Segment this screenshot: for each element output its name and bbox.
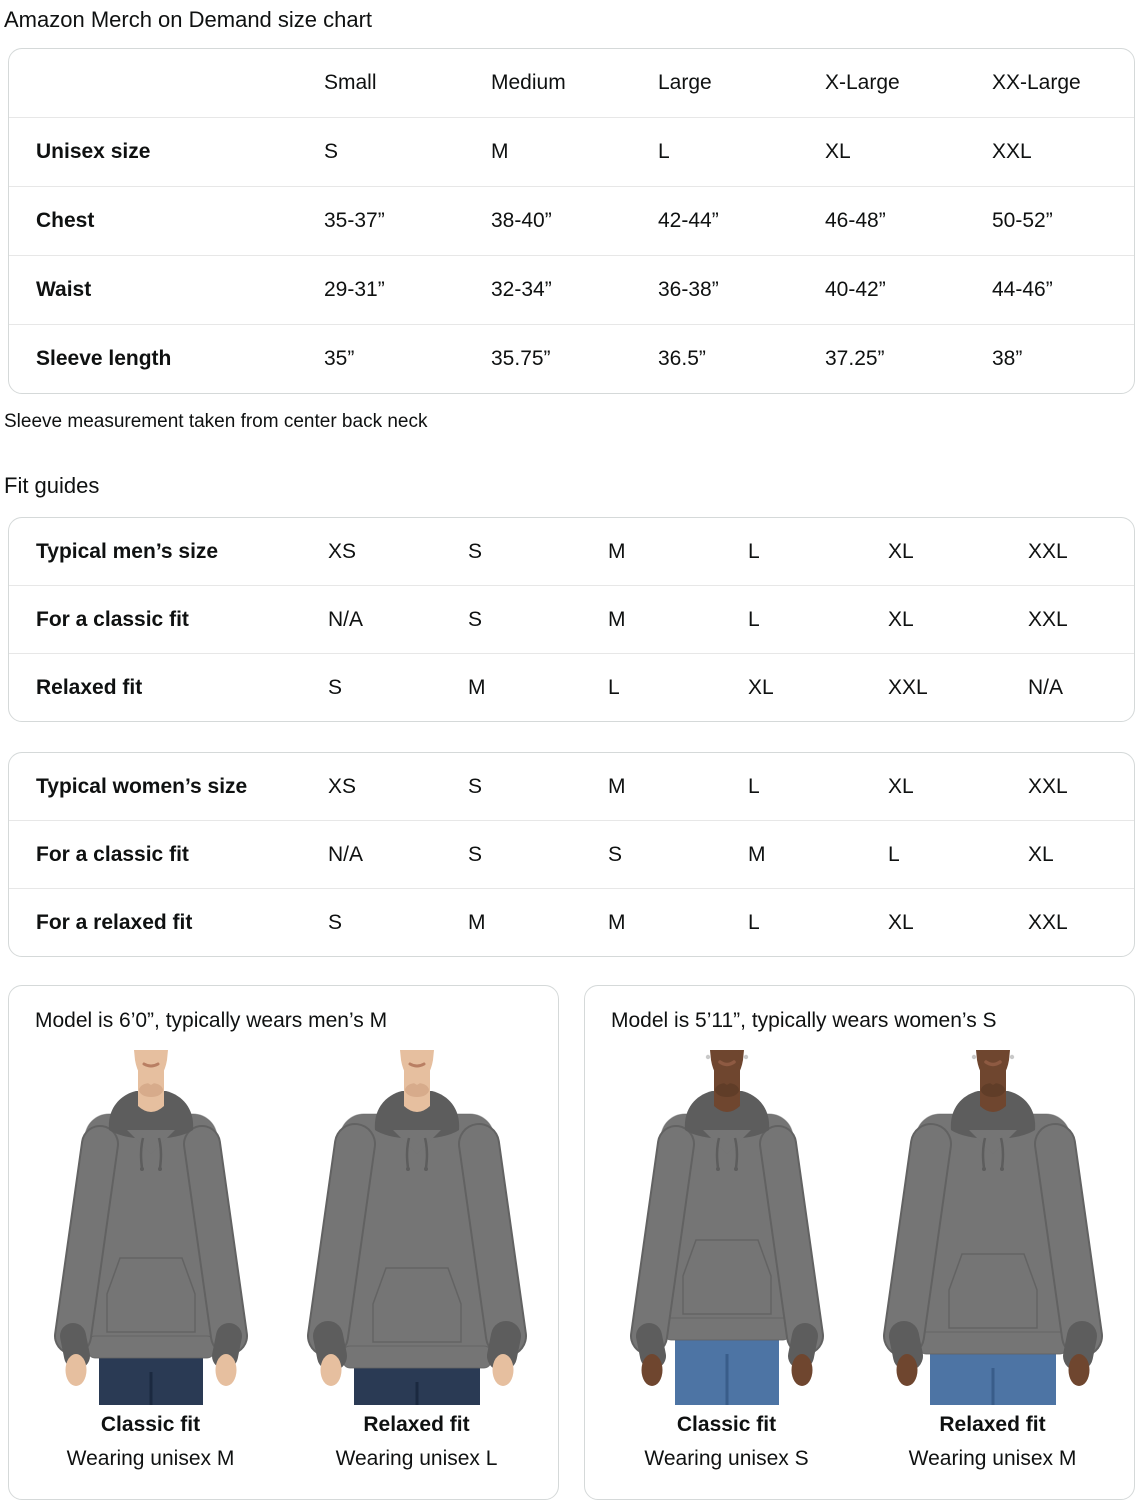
table-cell: M <box>608 607 626 631</box>
table-cell: L <box>748 607 760 631</box>
table-cell: 46-48” <box>825 209 886 232</box>
table-row <box>9 653 1134 721</box>
table-cell: N/A <box>328 607 364 631</box>
table-cell: XL <box>1028 842 1054 866</box>
table-row <box>9 49 1134 117</box>
model-panel-men <box>8 985 559 1500</box>
table-row <box>9 255 1134 324</box>
model-panels <box>8 985 1135 1500</box>
table-cell: M <box>468 675 486 699</box>
model-panel-men-heading: Model is 6’0”, typically wears men’s M <box>35 1009 388 1032</box>
table-cell: L <box>658 140 670 163</box>
fit-table-men <box>8 517 1135 722</box>
model-figure <box>602 1050 852 1471</box>
row-label: Typical women’s size <box>36 774 248 798</box>
fit-guides-heading: Fit guides <box>4 473 100 498</box>
size-table <box>8 48 1135 394</box>
table-cell: S <box>468 774 483 798</box>
table-row <box>9 585 1134 653</box>
model-figure <box>292 1050 542 1471</box>
table-cell: S <box>468 607 483 631</box>
table-cell: 42-44” <box>658 209 719 232</box>
table-cell: 38-40” <box>491 209 552 232</box>
wearing-label: Wearing unisex L <box>335 1447 498 1470</box>
table-cell: XXL <box>888 675 928 699</box>
table-cell: 40-42” <box>825 278 886 301</box>
table-cell: XXL <box>1028 539 1068 563</box>
table-row <box>9 324 1134 393</box>
column-header: XX-Large <box>992 71 1081 94</box>
table-cell: S <box>468 842 483 866</box>
row-label: Relaxed fit <box>36 675 143 699</box>
fit-label: Classic fit <box>676 1413 777 1436</box>
table-cell: 35-37” <box>324 209 385 232</box>
table-cell: 29-31” <box>324 278 385 301</box>
table-row <box>9 820 1134 888</box>
table-cell: 36-38” <box>658 278 719 301</box>
model-photo-man-classic <box>26 1050 276 1405</box>
row-label: Unisex size <box>36 140 151 163</box>
table-cell: L <box>888 842 900 866</box>
table-row <box>9 753 1134 820</box>
row-label: For a classic fit <box>36 607 189 631</box>
table-row <box>9 186 1134 255</box>
table-cell: 32-34” <box>491 278 552 301</box>
table-cell: 36.5” <box>658 347 706 370</box>
wearing-label: Wearing unisex M <box>66 1447 235 1470</box>
table-cell: L <box>608 675 620 699</box>
table-cell: XXL <box>992 140 1032 163</box>
model-panel-women-heading: Model is 5’11”, typically wears women’s S <box>611 1009 997 1032</box>
column-header: Large <box>658 71 712 94</box>
model-photo-woman-relaxed <box>868 1050 1118 1405</box>
model-photo-man-classic <box>26 1050 276 1405</box>
wearing-label: Wearing unisex M <box>908 1447 1077 1470</box>
table-cell: L <box>748 539 760 563</box>
row-label: Waist <box>36 278 92 301</box>
column-header: Medium <box>491 71 566 94</box>
fit-label: Relaxed fit <box>939 1413 1046 1436</box>
table-row <box>9 888 1134 956</box>
row-label: Typical men’s size <box>36 539 219 563</box>
table-cell: 50-52” <box>992 209 1053 232</box>
table-cell: XXL <box>1028 607 1068 631</box>
table-cell: XS <box>328 539 357 563</box>
table-cell: XL <box>888 539 914 563</box>
table-cell: 38” <box>992 347 1023 370</box>
table-cell: M <box>468 910 486 934</box>
table-cell: S <box>608 842 623 866</box>
table-cell: M <box>608 774 626 798</box>
row-label: Sleeve length <box>36 347 172 370</box>
table-cell: XL <box>748 675 774 699</box>
model-panel-women <box>584 985 1135 1500</box>
model-figures-men <box>9 1050 558 1471</box>
model-photo-man-relaxed <box>292 1050 542 1405</box>
table-cell: XXL <box>1028 910 1068 934</box>
table-cell: XL <box>888 910 914 934</box>
table-cell: 35.75” <box>491 347 551 370</box>
table-cell: N/A <box>1028 675 1064 699</box>
fit-table-women <box>8 752 1135 957</box>
table-cell: 37.25” <box>825 347 885 370</box>
table-row <box>9 518 1134 585</box>
model-figures-women <box>585 1050 1134 1471</box>
table-cell: 44-46” <box>992 278 1053 301</box>
table-row <box>9 117 1134 186</box>
table-cell: 35” <box>324 347 355 370</box>
column-header: X-Large <box>825 71 900 94</box>
table-cell: S <box>468 539 483 563</box>
model-photo-man-relaxed <box>292 1050 542 1405</box>
table-cell: XL <box>888 774 914 798</box>
table-cell: XL <box>888 607 914 631</box>
table-cell: S <box>324 140 339 163</box>
column-header: Small <box>324 71 377 94</box>
table-cell: M <box>608 910 626 934</box>
table-cell: XS <box>328 774 357 798</box>
fit-label: Relaxed fit <box>363 1413 470 1436</box>
row-label: For a classic fit <box>36 842 189 866</box>
table-cell: L <box>748 910 760 934</box>
model-photo-woman-classic <box>602 1050 852 1405</box>
table-cell: XL <box>825 140 851 163</box>
model-photo-woman-relaxed <box>868 1050 1118 1405</box>
row-label: For a relaxed fit <box>36 910 193 934</box>
fit-label: Classic fit <box>100 1413 201 1436</box>
table-cell: M <box>608 539 626 563</box>
row-label: Chest <box>36 209 95 232</box>
table-cell: S <box>328 910 343 934</box>
model-figure <box>26 1050 276 1471</box>
table-cell: XXL <box>1028 774 1068 798</box>
table-cell: S <box>328 675 343 699</box>
model-photo-woman-classic <box>602 1050 852 1405</box>
table-cell: M <box>748 842 766 866</box>
sleeve-note: Sleeve measurement taken from center back neck <box>4 411 428 432</box>
table-cell: M <box>491 140 509 163</box>
table-cell: L <box>748 774 760 798</box>
wearing-label: Wearing unisex S <box>644 1447 809 1470</box>
model-figure <box>868 1050 1118 1471</box>
table-cell: N/A <box>328 842 364 866</box>
page-title: Amazon Merch on Demand size chart <box>4 7 373 32</box>
